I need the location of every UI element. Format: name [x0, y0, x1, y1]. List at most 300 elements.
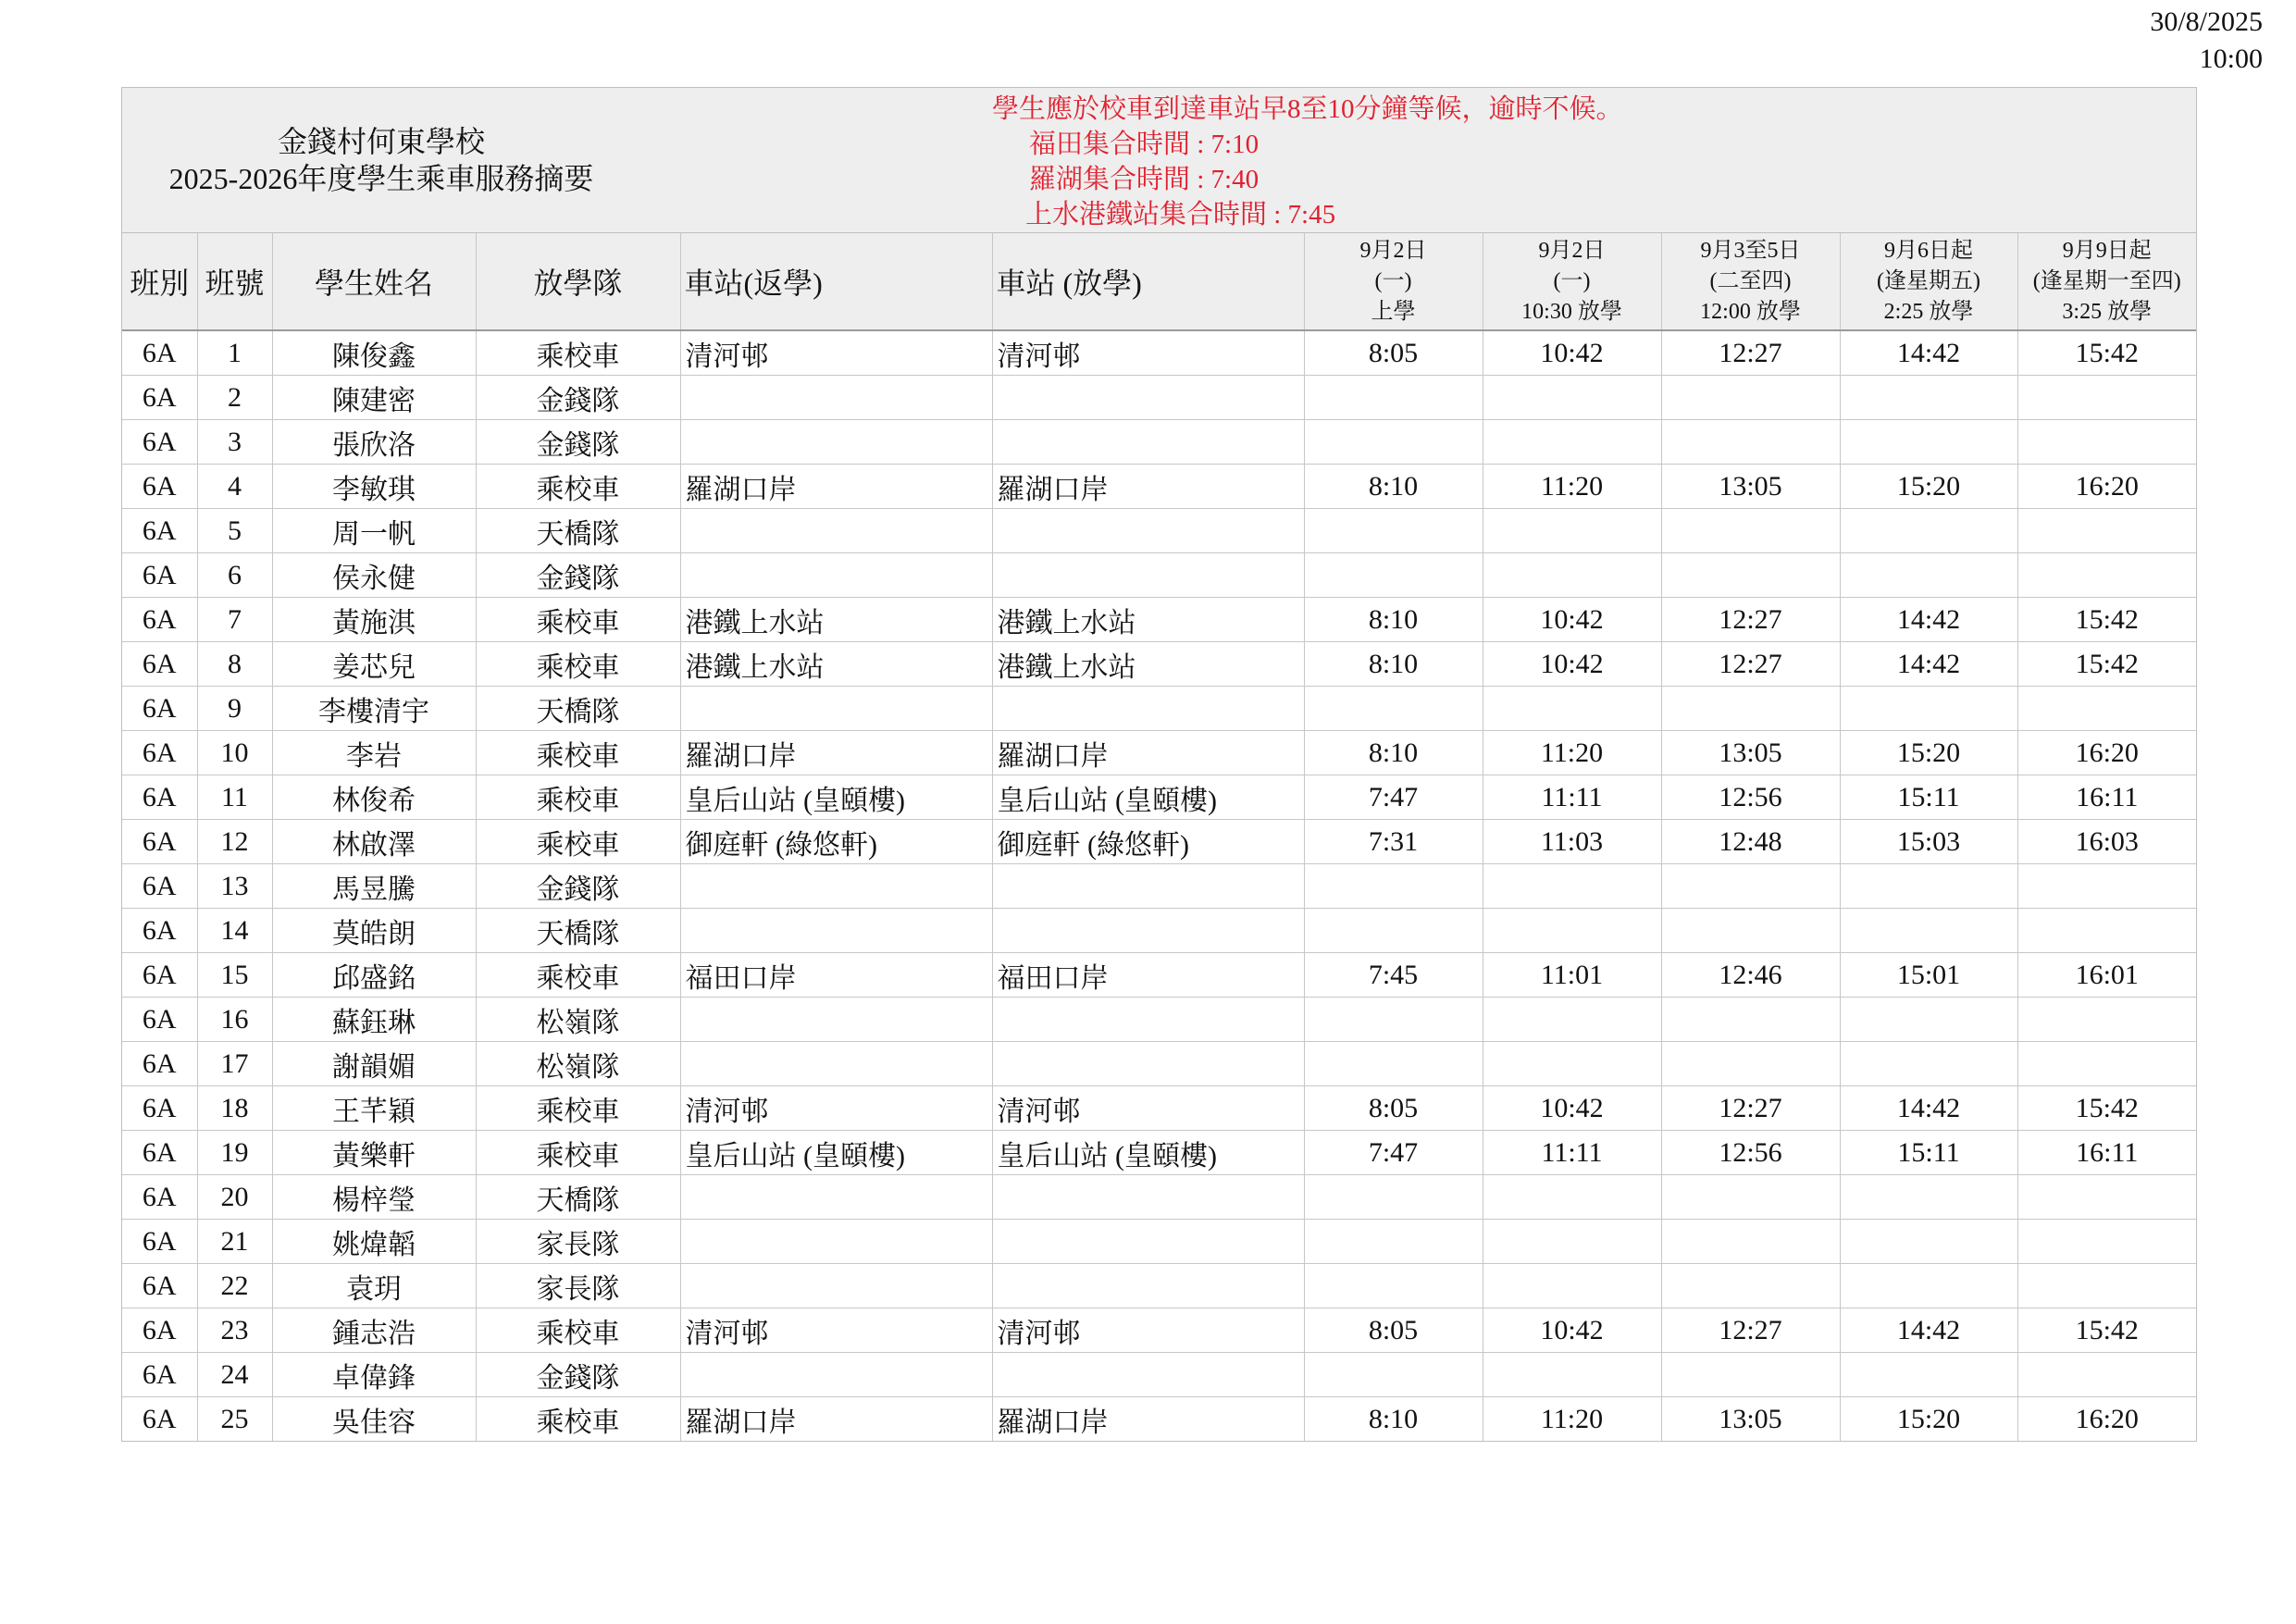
cell-number: 9 [197, 687, 272, 731]
cell-station-in: 羅湖口岸 [680, 1397, 992, 1442]
cell-time-4: 15:11 [1840, 1131, 2017, 1175]
assembly-notice [992, 92, 1623, 232]
cell-class: 6A [122, 687, 197, 731]
cell-station-out [992, 1353, 1304, 1397]
cell-time-1 [1304, 998, 1483, 1042]
cell-station-out: 御庭軒 (綠悠軒) [992, 820, 1304, 864]
cell-dismissal-team: 乘校車 [476, 820, 680, 864]
cell-class: 6A [122, 553, 197, 598]
cell-time-1 [1304, 509, 1483, 553]
cell-dismissal-team: 金錢隊 [476, 420, 680, 465]
cell-time-5 [2017, 1353, 2196, 1397]
cell-class: 6A [122, 1175, 197, 1220]
cell-station-in: 羅湖口岸 [680, 731, 992, 775]
cell-time-2: 10:42 [1483, 330, 1661, 376]
col-header-date: 9月2日 [1359, 238, 1427, 263]
print-timestamp [2150, 4, 2263, 78]
cell-time-4 [1840, 998, 2017, 1042]
cell-time-5: 15:42 [2017, 1086, 2196, 1131]
table-row [122, 1042, 2196, 1086]
cell-time-3 [1661, 420, 1840, 465]
cell-time-1 [1304, 1264, 1483, 1308]
cell-dismissal-team: 乘校車 [476, 1131, 680, 1175]
cell-station-in [680, 1175, 992, 1220]
cell-dismissal-team: 天橋隊 [476, 1175, 680, 1220]
cell-student-name: 李岩 [272, 731, 476, 775]
cell-time-5 [2017, 553, 2196, 598]
notice-line-sheungshui: 上水港鐵站集合時間 : 7:45 [1025, 200, 1336, 229]
cell-student-name: 馬昱騰 [272, 864, 476, 909]
cell-time-3: 12:27 [1661, 642, 1840, 687]
cell-time-5: 15:42 [2017, 642, 2196, 687]
cell-number: 20 [197, 1175, 272, 1220]
cell-class: 6A [122, 909, 197, 953]
cell-time-2 [1483, 909, 1661, 953]
cell-time-2 [1483, 420, 1661, 465]
cell-time-3 [1661, 1353, 1840, 1397]
col-header-session: 12:00 放學 [1700, 299, 1801, 324]
cell-time-3: 12:27 [1661, 330, 1840, 376]
notice-line-lowu: 羅湖集合時間 : 7:40 [1029, 165, 1260, 194]
cell-time-2 [1483, 509, 1661, 553]
cell-time-5: 16:20 [2075, 1403, 2139, 1434]
table-row [122, 953, 2196, 998]
table-row [122, 465, 2196, 509]
cell-time-1: 8:10 [1304, 731, 1483, 775]
table-row [122, 998, 2196, 1042]
cell-station-in [680, 509, 992, 553]
cell-time-2: 10:42 [1483, 598, 1661, 642]
cell-number: 24 [197, 1353, 272, 1397]
cell-time-1: 7:45 [1304, 953, 1483, 998]
cell-time-5: 16:11 [2017, 1131, 2196, 1175]
cell-station-out: 港鐵上水站 [992, 598, 1304, 642]
cell-number: 19 [197, 1131, 272, 1175]
cell-class: 6A [122, 598, 197, 642]
cell-time-5: 15:42 [2017, 1308, 2196, 1353]
cell-number: 22 [197, 1264, 272, 1308]
cell-station-out: 羅湖口岸 [992, 1397, 1304, 1442]
cell-time-2 [1483, 1220, 1661, 1264]
cell-number: 4 [197, 465, 272, 509]
cell-class: 6A [122, 820, 197, 864]
cell-station-in: 皇后山站 (皇頤樓) [680, 1131, 992, 1175]
cell-student-name: 陳建密 [272, 376, 476, 420]
col-header-session: 10:30 放學 [1521, 299, 1622, 324]
cell-station-out [992, 376, 1304, 420]
cell-student-name: 吳佳容 [272, 1397, 476, 1442]
cell-dismissal-team: 金錢隊 [476, 553, 680, 598]
cell-time-3 [1661, 687, 1840, 731]
cell-time-4 [1840, 1042, 2017, 1086]
cell-time-4 [1840, 376, 2017, 420]
cell-time-2: 11:20 [1483, 465, 1661, 509]
cell-time-4 [1840, 687, 2017, 731]
cell-time-2: 10:42 [1483, 1308, 1661, 1353]
cell-dismissal-team: 乘校車 [476, 1086, 680, 1131]
cell-station-out: 福田口岸 [992, 953, 1304, 998]
cell-time-3 [1661, 998, 1840, 1042]
cell-time-5 [2017, 1264, 2196, 1308]
col-header-weekday: (一) [1553, 268, 1591, 293]
school-name: 金錢村何東學校 [277, 125, 486, 158]
cell-time-3 [1661, 1175, 1840, 1220]
cell-station-in [680, 864, 992, 909]
cell-class: 6A [122, 1264, 197, 1308]
cell-time-5 [2017, 687, 2196, 731]
cell-student-name: 張欣洛 [272, 420, 476, 465]
table-row [122, 1131, 2196, 1175]
col-header-weekday: (逢星期五) [1877, 268, 1980, 293]
cell-dismissal-team: 乘校車 [476, 642, 680, 687]
table-row [122, 820, 2196, 864]
col-header-date: 9月3至5日 [1700, 238, 1801, 263]
col-header-number: 班號 [197, 233, 272, 330]
cell-dismissal-team: 乘校車 [476, 465, 680, 509]
cell-station-out: 皇后山站 (皇頤樓) [992, 775, 1304, 820]
table-row [122, 330, 2196, 376]
cell-time-5 [2017, 1175, 2196, 1220]
cell-time-1 [1304, 687, 1483, 731]
cell-dismissal-team: 乘校車 [476, 953, 680, 998]
cell-number: 10 [197, 731, 272, 775]
cell-time-2 [1483, 553, 1661, 598]
cell-number: 5 [197, 509, 272, 553]
cell-time-4 [1840, 1353, 2017, 1397]
cell-class: 6A [122, 1397, 197, 1442]
cell-number: 2 [197, 376, 272, 420]
cell-class: 6A [122, 420, 197, 465]
cell-student-name: 黃施淇 [272, 598, 476, 642]
cell-time-2: 11:03 [1483, 820, 1661, 864]
col-header-station-out: 車站 (放學) [992, 233, 1304, 330]
cell-time-5 [2017, 420, 2196, 465]
cell-time-3: 12:56 [1661, 775, 1840, 820]
cell-student-name: 袁玥 [272, 1264, 476, 1308]
cell-station-in [680, 909, 992, 953]
cell-number: 13 [197, 864, 272, 909]
cell-station-out: 皇后山站 (皇頤樓) [992, 1131, 1304, 1175]
notice-line-waiting: 學生應於校車到達車站早8至10分鐘等候，逾時不候。 [992, 94, 1623, 124]
cell-number: 3 [197, 420, 272, 465]
cell-time-1 [1304, 420, 1483, 465]
table-row [122, 509, 2196, 553]
cell-number: 7 [197, 598, 272, 642]
cell-time-3 [1661, 553, 1840, 598]
cell-time-3: 12:27 [1661, 598, 1840, 642]
cell-time-3: 12:46 [1661, 953, 1840, 998]
cell-station-in: 御庭軒 (綠悠軒) [680, 820, 992, 864]
cell-number: 11 [197, 775, 272, 820]
table-row [122, 1397, 2196, 1442]
col-header-station-in: 車站(返學) [680, 233, 992, 330]
cell-student-name: 李敏琪 [272, 465, 476, 509]
col-header-time-5 [2017, 233, 2196, 330]
cell-dismissal-team: 金錢隊 [476, 864, 680, 909]
cell-class: 6A [122, 1131, 197, 1175]
cell-time-3: 12:27 [1661, 1308, 1840, 1353]
cell-number: 8 [197, 642, 272, 687]
cell-station-out: 清河邨 [992, 1086, 1304, 1131]
cell-number: 17 [197, 1042, 272, 1086]
cell-student-name: 李樓清宇 [272, 687, 476, 731]
cell-station-out [992, 864, 1304, 909]
cell-class: 6A [122, 1353, 197, 1397]
table-row [122, 1353, 2196, 1397]
cell-number: 6 [197, 553, 272, 598]
cell-station-in [680, 376, 992, 420]
cell-station-out: 港鐵上水站 [992, 642, 1304, 687]
cell-time-2 [1483, 1264, 1661, 1308]
cell-time-1: 8:05 [1304, 330, 1483, 376]
table-row [122, 376, 2196, 420]
cell-time-4: 14:42 [1840, 1086, 2017, 1131]
cell-student-name: 蘇鈺琳 [272, 998, 476, 1042]
cell-time-4: 15:20 [1840, 465, 2017, 509]
cell-dismissal-team: 乘校車 [476, 1397, 680, 1442]
cell-class: 6A [122, 731, 197, 775]
table-row [122, 731, 2196, 775]
col-header-weekday: (二至四) [1709, 268, 1792, 293]
cell-class: 6A [122, 509, 197, 553]
table-row [122, 909, 2196, 953]
cell-time-4 [1840, 864, 2017, 909]
cell-station-in: 清河邨 [680, 1086, 992, 1131]
cell-time-3 [1661, 1220, 1840, 1264]
cell-student-name: 周一帆 [272, 509, 476, 553]
cell-class: 6A [122, 998, 197, 1042]
cell-time-1: 7:31 [1304, 820, 1483, 864]
cell-station-out [992, 1175, 1304, 1220]
cell-time-2: 11:11 [1483, 775, 1661, 820]
cell-time-3: 13:05 [1661, 465, 1840, 509]
cell-dismissal-team: 金錢隊 [476, 376, 680, 420]
cell-class: 6A [122, 642, 197, 687]
cell-time-4: 14:42 [1840, 1308, 2017, 1353]
cell-station-in [680, 1220, 992, 1264]
col-header-date: 9月9日起 [2062, 238, 2152, 263]
table-row [122, 1086, 2196, 1131]
cell-time-5 [2017, 1220, 2196, 1264]
cell-number: 23 [197, 1308, 272, 1353]
cell-time-4: 15:20 [1840, 731, 2017, 775]
cell-student-name: 侯永健 [272, 553, 476, 598]
cell-dismissal-team: 天橋隊 [476, 909, 680, 953]
cell-station-in: 福田口岸 [680, 953, 992, 998]
cell-time-5: 16:01 [2017, 953, 2196, 998]
cell-number: 14 [197, 909, 272, 953]
cell-number: 1 [197, 330, 272, 376]
table-row [122, 1264, 2196, 1308]
cell-time-2 [1483, 1175, 1661, 1220]
cell-time-3 [1661, 864, 1840, 909]
cell-time-2: 11:11 [1483, 1131, 1661, 1175]
cell-time-2: 10:42 [1483, 642, 1661, 687]
cell-time-5 [2017, 864, 2196, 909]
table-row [122, 553, 2196, 598]
cell-time-4: 15:20 [1840, 1397, 2017, 1442]
cell-time-2 [1483, 998, 1661, 1042]
cell-time-1 [1304, 864, 1483, 909]
cell-station-out [992, 1264, 1304, 1308]
cell-time-2 [1483, 1353, 1661, 1397]
cell-class: 6A [122, 465, 197, 509]
cell-class: 6A [122, 953, 197, 998]
table-row [122, 1220, 2196, 1264]
cell-time-5 [2017, 376, 2196, 420]
cell-student-name: 林啟澤 [272, 820, 476, 864]
cell-time-2: 10:42 [1483, 1086, 1661, 1131]
cell-time-5 [2017, 909, 2196, 953]
col-header-time-1 [1304, 233, 1483, 330]
cell-time-1 [1304, 553, 1483, 598]
cell-dismissal-team: 天橋隊 [476, 509, 680, 553]
cell-station-out [992, 687, 1304, 731]
cell-time-2 [1483, 864, 1661, 909]
cell-station-out: 清河邨 [992, 1308, 1304, 1353]
cell-station-out [992, 1220, 1304, 1264]
cell-station-in [680, 1353, 992, 1397]
report-header [122, 88, 2196, 233]
cell-dismissal-team: 乘校車 [476, 330, 680, 376]
cell-time-1 [1304, 909, 1483, 953]
col-header-date: 9月2日 [1538, 238, 1606, 263]
cell-student-name: 卓偉鋒 [272, 1353, 476, 1397]
cell-station-in [680, 553, 992, 598]
cell-class: 6A [122, 864, 197, 909]
cell-time-3: 13:05 [1661, 1397, 1840, 1442]
cell-station-in [680, 687, 992, 731]
col-header-name: 學生姓名 [272, 233, 476, 330]
cell-time-1: 8:10 [1304, 598, 1483, 642]
cell-time-5: 16:20 [2017, 465, 2196, 509]
cell-student-name: 陳俊鑫 [272, 330, 476, 376]
cell-dismissal-team: 乘校車 [476, 731, 680, 775]
col-header-session: 上學 [1371, 299, 1416, 324]
table-header-row [122, 233, 2196, 330]
cell-student-name: 王芊穎 [272, 1086, 476, 1131]
cell-time-3 [1661, 1042, 1840, 1086]
cell-station-out [992, 509, 1304, 553]
cell-time-1 [1304, 1042, 1483, 1086]
cell-class: 6A [122, 775, 197, 820]
cell-station-out [992, 909, 1304, 953]
cell-time-4 [1840, 420, 2017, 465]
cell-time-4: 15:03 [1840, 820, 2017, 864]
cell-student-name: 楊梓瑩 [272, 1175, 476, 1220]
cell-dismissal-team: 乘校車 [476, 1308, 680, 1353]
table-row [122, 775, 2196, 820]
cell-time-2: 11:20 [1483, 1397, 1661, 1442]
print-time: 10:00 [2199, 43, 2263, 74]
school-title-block [169, 123, 594, 197]
cell-station-out: 清河邨 [992, 330, 1304, 376]
cell-time-4: 14:42 [1840, 330, 2017, 376]
cell-time-4: 15:01 [1840, 953, 2017, 998]
cell-time-1: 8:10 [1304, 642, 1483, 687]
cell-number: 12 [197, 820, 272, 864]
cell-time-4: 15:11 [1840, 775, 2017, 820]
cell-time-4: 14:42 [1840, 642, 2017, 687]
cell-time-1: 8:05 [1304, 1086, 1483, 1131]
cell-time-3 [1661, 909, 1840, 953]
cell-time-4 [1840, 1264, 2017, 1308]
cell-class: 6A [122, 330, 197, 376]
cell-student-name: 鍾志浩 [272, 1308, 476, 1353]
cell-time-2 [1483, 376, 1661, 420]
cell-time-4 [1840, 509, 2017, 553]
cell-station-in [680, 1042, 992, 1086]
cell-time-2: 11:01 [1483, 953, 1661, 998]
table-row [122, 642, 2196, 687]
cell-student-name: 莫皓朗 [272, 909, 476, 953]
cell-station-in: 港鐵上水站 [680, 642, 992, 687]
cell-time-4 [1840, 909, 2017, 953]
col-header-session: 3:25 放學 [2062, 299, 2153, 324]
cell-number: 21 [197, 1220, 272, 1264]
cell-time-4 [1840, 553, 2017, 598]
cell-time-3: 12:27 [1661, 1086, 1840, 1131]
cell-time-1 [1304, 1175, 1483, 1220]
cell-dismissal-team: 乘校車 [476, 775, 680, 820]
cell-time-4 [1840, 1175, 2017, 1220]
cell-station-out [992, 998, 1304, 1042]
cell-class: 6A [122, 1220, 197, 1264]
cell-time-2 [1483, 687, 1661, 731]
cell-station-out: 羅湖口岸 [992, 465, 1304, 509]
cell-time-4 [1840, 1220, 2017, 1264]
cell-student-name: 姜芯兒 [272, 642, 476, 687]
cell-time-1 [1304, 1220, 1483, 1264]
cell-station-out [992, 420, 1304, 465]
cell-time-4: 14:42 [1840, 598, 2017, 642]
col-header-time-4 [1840, 233, 2017, 330]
cell-time-3 [1661, 1264, 1840, 1308]
cell-student-name: 邱盛銘 [272, 953, 476, 998]
cell-time-5 [2017, 509, 2196, 553]
table-row [122, 687, 2196, 731]
cell-dismissal-team: 家長隊 [476, 1264, 680, 1308]
cell-dismissal-team: 乘校車 [476, 598, 680, 642]
cell-number: 18 [197, 1086, 272, 1131]
cell-time-5: 16:20 [2017, 731, 2196, 775]
table-row [122, 1175, 2196, 1220]
col-header-time-2 [1483, 233, 1661, 330]
cell-station-in: 皇后山站 (皇頤樓) [680, 775, 992, 820]
cell-student-name: 謝韻媚 [272, 1042, 476, 1086]
col-header-weekday: (逢星期一至四) [2032, 268, 2181, 293]
cell-time-5: 16:11 [2017, 775, 2196, 820]
table-row [122, 598, 2196, 642]
cell-station-out [992, 1042, 1304, 1086]
cell-time-5: 15:42 [2017, 598, 2196, 642]
cell-class: 6A [122, 376, 197, 420]
cell-station-in: 清河邨 [680, 330, 992, 376]
col-header-weekday: (一) [1374, 268, 1412, 293]
cell-number: 25 [197, 1397, 272, 1442]
table-row [122, 864, 2196, 909]
cell-time-3: 12:48 [1661, 820, 1840, 864]
cell-class: 6A [122, 1308, 197, 1353]
cell-station-out [992, 553, 1304, 598]
report-sheet [121, 87, 2197, 1442]
cell-station-in [680, 420, 992, 465]
cell-time-5 [2017, 1042, 2196, 1086]
cell-time-1: 7:47 [1304, 1131, 1483, 1175]
col-header-team: 放學隊 [476, 233, 680, 330]
cell-dismissal-team: 松嶺隊 [476, 1042, 680, 1086]
col-header-date: 9月6日起 [1884, 238, 1973, 263]
